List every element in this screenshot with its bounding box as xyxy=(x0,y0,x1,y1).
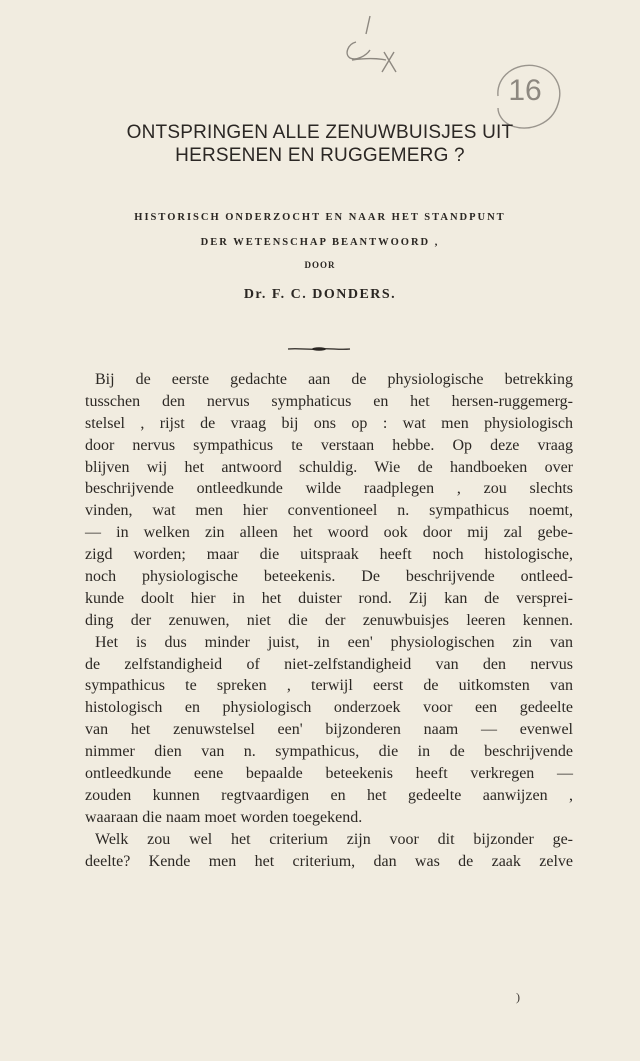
body-line: noch physiologische beteekenis. De beschrijvende ontleed- xyxy=(85,568,573,586)
body-line: Welk zou wel het criterium zijn voor dit bijzonder ge- xyxy=(95,830,573,848)
footnote-mark: ) xyxy=(516,990,520,1004)
body-line: Het is dus minder juist, in een' physiologischen zin van xyxy=(95,633,573,651)
subtitle-line-1: HISTORISCH ONDERZOCHT EN NAAR HET STANDPUNT xyxy=(134,212,506,223)
handwritten-signature-mark xyxy=(326,14,406,84)
body-line: Bij de eerste gedachte aan de physiologische betrekking xyxy=(95,371,573,388)
subtitle-line-2: DER WETENSCHAP BEANTWOORD , xyxy=(200,237,440,248)
body-line: zouden kunnen regtvaardigen en het gedeelte aanwijzen , xyxy=(85,786,573,804)
body-line: van het zenuwstelsel een' bijzonderen naam — evenwel xyxy=(85,721,573,739)
title-line-2: HERSENEN EN RUGGEMERG ? xyxy=(175,145,465,166)
body-line: sympathicus te spreken , terwijl eerst de uitkomsten van xyxy=(85,677,573,695)
byline-by: DOOR xyxy=(304,260,336,270)
title-line-1: ONTSPRINGEN ALLE ZENUWBUISJES UIT xyxy=(126,122,514,143)
body-line: ding der zenuwen, niet die der zenuwbuisjes leeren kennen. xyxy=(85,611,573,629)
body-line: ontleedkunde eene bepaalde beteekenis heeft verkregen — xyxy=(85,765,573,783)
body-line: stelsel , rijst de vraag bij ons op : wat men physiologisch xyxy=(85,414,573,432)
body-line: zigd worden; maar die uitspraak heeft noch histologische, xyxy=(85,546,573,564)
body-line: blijven wij het antwoord schuldig. Wie de handboeken over xyxy=(85,458,573,476)
page-number: 16 xyxy=(508,74,542,107)
body-line: vinden, wat men hier conventioneel n. sympathicus noemt, xyxy=(85,502,573,520)
section-divider-ornament xyxy=(286,346,352,352)
article-subtitle xyxy=(60,205,580,255)
body-line: nimmer dien van n. sympathicus, die in de beschrijvende xyxy=(85,743,573,761)
author-name: Dr. F. C. DONDERS. xyxy=(243,287,397,302)
body-text xyxy=(85,369,573,872)
body-line: waaraan die naam moet worden toegekend. xyxy=(85,808,363,826)
body-line: door nervus sympathicus te verstaan hebbe. Op deze vraag xyxy=(85,436,573,454)
article-title xyxy=(80,121,560,167)
body-line: deelte? Kende men het criterium, dan was de zaak zelve xyxy=(85,852,573,870)
body-line: kunde doolt hier in het duister rond. Zij kan de versprei- xyxy=(85,589,573,607)
body-line: tusschen den nervus symphaticus en het hersen-ruggemerg- xyxy=(85,392,573,410)
body-line: de zelfstandigheid of niet-zelfstandigheid van den nervus xyxy=(85,655,573,673)
body-line: beschrijvende ontleedkunde wilde raadplegen , zou slechts xyxy=(85,480,573,498)
body-line: — in welken zin alleen het woord ook door mij zal gebe- xyxy=(85,524,573,542)
body-line: histologisch en physiologisch onderzoek voor een gedeelte xyxy=(85,699,573,717)
